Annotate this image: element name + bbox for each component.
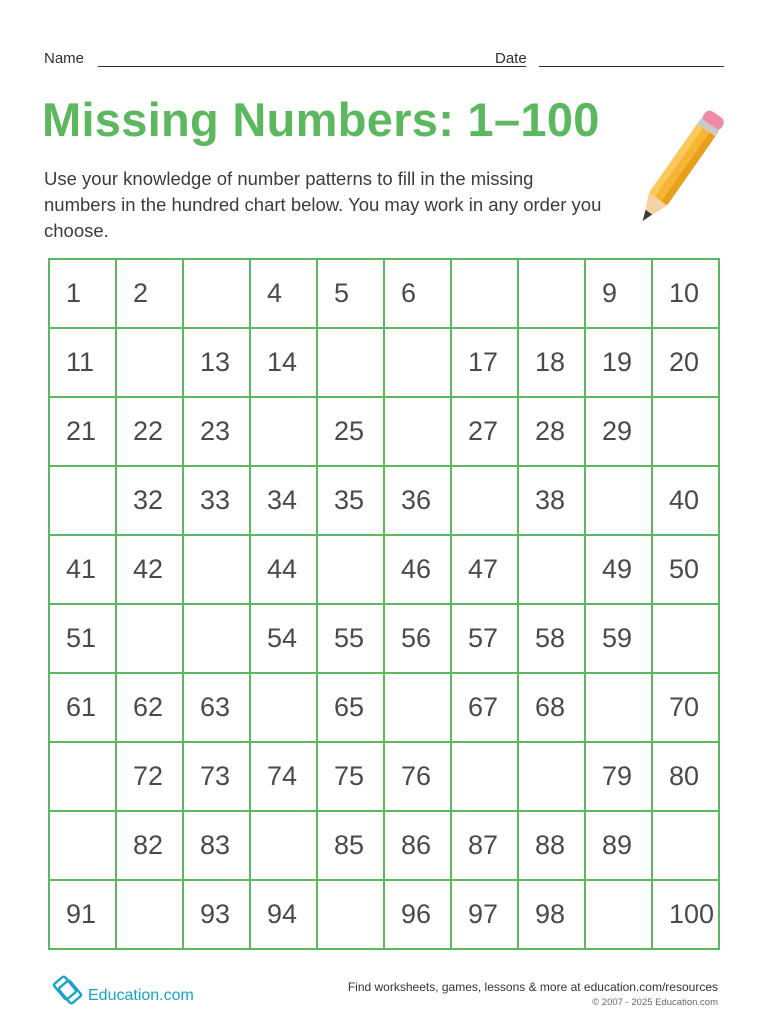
blank-cell[interactable] (452, 260, 519, 329)
number-cell: 28 (519, 398, 586, 467)
name-label: Name (44, 50, 85, 67)
number-cell: 5 (318, 260, 385, 329)
number-cell: 22 (117, 398, 184, 467)
footer (348, 980, 718, 1008)
number-cell: 72 (117, 743, 184, 812)
number-cell: 73 (184, 743, 251, 812)
hundred-chart (48, 258, 720, 950)
number-cell: 1 (50, 260, 117, 329)
number-cell: 49 (586, 536, 653, 605)
number-cell: 19 (586, 329, 653, 398)
footer-tagline: Find worksheets, games, lessons & more at education.com/resources (347, 980, 718, 994)
number-cell: 35 (318, 467, 385, 536)
number-cell: 63 (184, 674, 251, 743)
number-cell: 86 (385, 812, 452, 881)
number-cell: 17 (452, 329, 519, 398)
number-cell: 10 (653, 260, 720, 329)
blank-cell[interactable] (452, 467, 519, 536)
number-cell: 23 (184, 398, 251, 467)
education-logo-icon (52, 974, 84, 1006)
education-logo[interactable] (52, 972, 194, 1008)
number-cell: 25 (318, 398, 385, 467)
blank-cell[interactable] (184, 605, 251, 674)
number-cell: 76 (385, 743, 452, 812)
number-cell: 33 (184, 467, 251, 536)
number-cell: 70 (653, 674, 720, 743)
number-cell: 61 (50, 674, 117, 743)
blank-cell[interactable] (50, 812, 117, 881)
date-label: Date (495, 50, 527, 67)
blank-cell[interactable] (385, 398, 452, 467)
number-cell: 38 (519, 467, 586, 536)
number-cell: 65 (318, 674, 385, 743)
blank-cell[interactable] (117, 605, 184, 674)
number-cell: 100 (653, 881, 720, 950)
number-cell: 4 (251, 260, 318, 329)
number-cell: 18 (519, 329, 586, 398)
blank-cell[interactable] (117, 329, 184, 398)
number-cell: 88 (519, 812, 586, 881)
number-cell: 34 (251, 467, 318, 536)
blank-cell[interactable] (318, 329, 385, 398)
instructions-text: Use your knowledge of number patterns to fill in the missing numbers in the hundred chart below. You may work in any order you choose. (44, 168, 602, 241)
number-cell: 93 (184, 881, 251, 950)
blank-cell[interactable] (184, 260, 251, 329)
number-cell: 83 (184, 812, 251, 881)
number-cell: 44 (251, 536, 318, 605)
blank-cell[interactable] (184, 536, 251, 605)
number-cell: 29 (586, 398, 653, 467)
blank-cell[interactable] (385, 674, 452, 743)
number-cell: 36 (385, 467, 452, 536)
number-cell: 56 (385, 605, 452, 674)
number-cell: 87 (452, 812, 519, 881)
blank-cell[interactable] (251, 674, 318, 743)
number-cell: 21 (50, 398, 117, 467)
number-cell: 6 (385, 260, 452, 329)
logo-text: Education.com (88, 987, 194, 1004)
number-cell: 14 (251, 329, 318, 398)
number-cell: 47 (452, 536, 519, 605)
footer-copyright: © 2007 - 2025 Education.com (592, 997, 718, 1008)
number-cell: 51 (50, 605, 117, 674)
blank-cell[interactable] (318, 881, 385, 950)
number-cell: 20 (653, 329, 720, 398)
blank-cell[interactable] (251, 812, 318, 881)
number-cell: 67 (452, 674, 519, 743)
number-cell: 46 (385, 536, 452, 605)
blank-cell[interactable] (586, 674, 653, 743)
blank-cell[interactable] (50, 467, 117, 536)
number-cell: 32 (117, 467, 184, 536)
number-cell: 59 (586, 605, 653, 674)
number-cell: 13 (184, 329, 251, 398)
number-cell: 75 (318, 743, 385, 812)
blank-cell[interactable] (586, 881, 653, 950)
number-cell: 89 (586, 812, 653, 881)
number-cell: 58 (519, 605, 586, 674)
number-cell: 94 (251, 881, 318, 950)
number-cell: 79 (586, 743, 653, 812)
number-cell: 54 (251, 605, 318, 674)
number-cell: 40 (653, 467, 720, 536)
page-title: Missing Numbers: 1–100 (42, 93, 600, 146)
blank-cell[interactable] (653, 398, 720, 467)
number-cell: 57 (452, 605, 519, 674)
name-field[interactable] (98, 66, 526, 67)
blank-cell[interactable] (452, 743, 519, 812)
blank-cell[interactable] (653, 605, 720, 674)
number-cell: 27 (452, 398, 519, 467)
number-cell: 55 (318, 605, 385, 674)
blank-cell[interactable] (519, 260, 586, 329)
number-cell: 2 (117, 260, 184, 329)
number-cell: 91 (50, 881, 117, 950)
number-cell: 85 (318, 812, 385, 881)
blank-cell[interactable] (586, 467, 653, 536)
blank-cell[interactable] (117, 881, 184, 950)
number-cell: 41 (50, 536, 117, 605)
blank-cell[interactable] (653, 812, 720, 881)
blank-cell[interactable] (519, 743, 586, 812)
number-cell: 96 (385, 881, 452, 950)
blank-cell[interactable] (318, 536, 385, 605)
number-cell: 50 (653, 536, 720, 605)
number-cell: 82 (117, 812, 184, 881)
pencil-icon (622, 100, 732, 245)
blank-cell[interactable] (385, 329, 452, 398)
blank-cell[interactable] (251, 398, 318, 467)
number-cell: 42 (117, 536, 184, 605)
number-cell: 11 (50, 329, 117, 398)
number-cell: 97 (452, 881, 519, 950)
number-cell: 68 (519, 674, 586, 743)
number-cell: 62 (117, 674, 184, 743)
blank-cell[interactable] (50, 743, 117, 812)
number-cell: 98 (519, 881, 586, 950)
number-cell: 80 (653, 743, 720, 812)
blank-cell[interactable] (519, 536, 586, 605)
number-cell: 74 (251, 743, 318, 812)
date-field[interactable] (539, 66, 724, 67)
name-date-row (44, 46, 724, 70)
number-cell: 9 (586, 260, 653, 329)
